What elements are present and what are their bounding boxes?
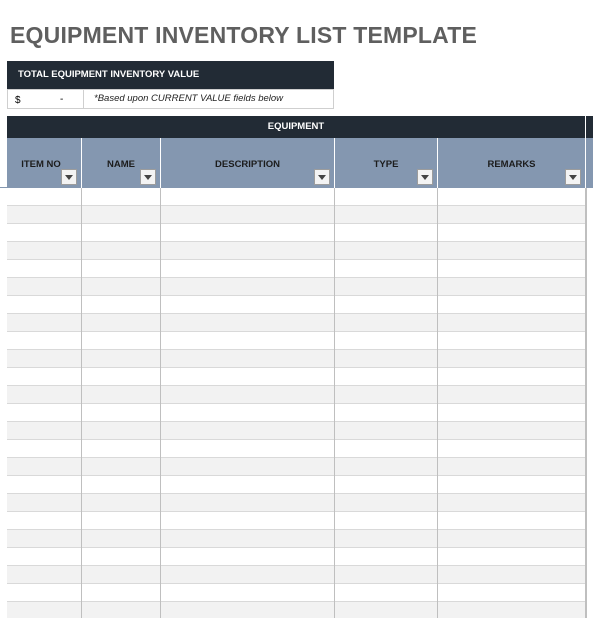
column-header-edge — [586, 138, 593, 188]
cell-remarks[interactable] — [438, 530, 586, 548]
cell-item-no[interactable] — [7, 242, 82, 260]
cell-remarks[interactable] — [438, 206, 586, 224]
cell-name[interactable] — [82, 332, 161, 350]
cell-remarks[interactable] — [438, 296, 586, 314]
cell-name[interactable] — [82, 494, 161, 512]
cell-type[interactable] — [335, 332, 438, 350]
table-row — [7, 242, 586, 260]
cell-remarks[interactable] — [438, 494, 586, 512]
cell-description[interactable] — [161, 404, 335, 422]
cell-item-no[interactable] — [7, 602, 82, 618]
table-row — [7, 224, 586, 242]
gridline — [0, 187, 7, 188]
cell-item-no[interactable] — [7, 512, 82, 530]
cell-item-no[interactable] — [7, 260, 82, 278]
cell-remarks[interactable] — [438, 188, 586, 206]
cell-remarks[interactable] — [438, 404, 586, 422]
summary-note: *Based upon CURRENT VALUE fields below — [94, 93, 284, 104]
table-row — [7, 530, 586, 548]
total-value: - — [60, 94, 64, 105]
cell-type[interactable] — [335, 296, 438, 314]
cell-description[interactable] — [161, 566, 335, 584]
cell-item-no[interactable] — [7, 386, 82, 404]
table-row — [7, 386, 586, 404]
cell-type[interactable] — [335, 584, 438, 602]
cell-description[interactable] — [161, 242, 335, 260]
column-header-remarks[interactable] — [438, 138, 586, 188]
cell-item-no[interactable] — [7, 296, 82, 314]
cell-name[interactable] — [82, 188, 161, 206]
cell-name[interactable] — [82, 530, 161, 548]
table-row — [7, 422, 586, 440]
cell-item-no[interactable] — [7, 224, 82, 242]
column-header-label: NAME — [107, 159, 135, 170]
cell-name[interactable] — [82, 278, 161, 296]
filter-button-name[interactable] — [140, 169, 156, 185]
cell-description[interactable] — [161, 188, 335, 206]
cell-remarks[interactable] — [438, 602, 586, 618]
cell-description[interactable] — [161, 494, 335, 512]
cell-item-no[interactable] — [7, 548, 82, 566]
cell-description[interactable] — [161, 224, 335, 242]
cell-remarks[interactable] — [438, 476, 586, 494]
column-header-type[interactable] — [335, 138, 438, 188]
table-row — [7, 368, 586, 386]
filter-button-remarks[interactable] — [565, 169, 581, 185]
column-header-label: REMARKS — [487, 159, 536, 170]
cell-name[interactable] — [82, 404, 161, 422]
cell-item-no[interactable] — [7, 422, 82, 440]
cell-name[interactable] — [82, 260, 161, 278]
cell-description[interactable] — [161, 584, 335, 602]
cell-name[interactable] — [82, 602, 161, 618]
cell-name[interactable] — [82, 242, 161, 260]
cell-description[interactable] — [161, 278, 335, 296]
cell-description[interactable] — [161, 314, 335, 332]
cell-description[interactable] — [161, 602, 335, 618]
table-row — [7, 584, 586, 602]
table-row — [7, 602, 586, 618]
table-row — [7, 260, 586, 278]
table-row — [7, 458, 586, 476]
cell-item-no[interactable] — [7, 314, 82, 332]
cell-remarks[interactable] — [438, 350, 586, 368]
cell-name[interactable] — [82, 476, 161, 494]
table-row — [7, 350, 586, 368]
dropdown-arrow-icon — [421, 175, 429, 180]
cell-type[interactable] — [335, 350, 438, 368]
cell-item-no[interactable] — [7, 206, 82, 224]
cell-remarks[interactable] — [438, 584, 586, 602]
cell-description[interactable] — [161, 296, 335, 314]
cell-name[interactable] — [82, 224, 161, 242]
cell-type[interactable] — [335, 188, 438, 206]
cell-description[interactable] — [161, 512, 335, 530]
table-row — [7, 206, 586, 224]
cell-type[interactable] — [335, 368, 438, 386]
cell-name[interactable] — [82, 548, 161, 566]
filter-button-description[interactable] — [314, 169, 330, 185]
dropdown-arrow-icon — [65, 175, 73, 180]
cell-item-no[interactable] — [7, 368, 82, 386]
cell-remarks[interactable] — [438, 512, 586, 530]
cell-item-no[interactable] — [7, 494, 82, 512]
cell-remarks[interactable] — [438, 278, 586, 296]
cell-name[interactable] — [82, 386, 161, 404]
cell-item-no[interactable] — [7, 332, 82, 350]
total-inventory-value-row — [7, 89, 334, 109]
cell-description[interactable] — [161, 422, 335, 440]
cell-type[interactable] — [335, 530, 438, 548]
cell-name[interactable] — [82, 368, 161, 386]
cell-name[interactable] — [82, 440, 161, 458]
filter-button-item-no[interactable] — [61, 169, 77, 185]
cell-remarks[interactable] — [438, 422, 586, 440]
cell-type[interactable] — [335, 422, 438, 440]
dropdown-arrow-icon — [144, 175, 152, 180]
cell-type[interactable] — [335, 386, 438, 404]
column-header-label: DESCRIPTION — [215, 159, 280, 170]
cell-description[interactable] — [161, 386, 335, 404]
table-row — [7, 278, 586, 296]
table-row — [7, 476, 586, 494]
cell-description[interactable] — [161, 440, 335, 458]
cell-description[interactable] — [161, 260, 335, 278]
cell-item-no[interactable] — [7, 566, 82, 584]
cell-remarks[interactable] — [438, 260, 586, 278]
cell-item-no[interactable] — [7, 584, 82, 602]
table-row — [7, 188, 586, 206]
cell-name[interactable] — [82, 296, 161, 314]
table-row — [7, 494, 586, 512]
cell-item-no[interactable] — [7, 350, 82, 368]
table-row — [7, 332, 586, 350]
filter-button-type[interactable] — [417, 169, 433, 185]
cell-type[interactable] — [335, 512, 438, 530]
cell-item-no[interactable] — [7, 530, 82, 548]
cell-name[interactable] — [82, 206, 161, 224]
cell-description[interactable] — [161, 206, 335, 224]
cell-type[interactable] — [335, 206, 438, 224]
total-inventory-value-header: TOTAL EQUIPMENT INVENTORY VALUE — [7, 61, 334, 89]
table-row — [7, 566, 586, 584]
cell-remarks[interactable] — [438, 368, 586, 386]
cell-remarks[interactable] — [438, 548, 586, 566]
cell-remarks[interactable] — [438, 566, 586, 584]
table-row — [7, 440, 586, 458]
equipment-table-body — [7, 188, 586, 618]
cell-remarks[interactable] — [438, 224, 586, 242]
cell-type[interactable] — [335, 278, 438, 296]
cell-item-no[interactable] — [7, 476, 82, 494]
cell-description[interactable] — [161, 368, 335, 386]
cell-remarks[interactable] — [438, 386, 586, 404]
table-row — [7, 548, 586, 566]
cell-type[interactable] — [335, 476, 438, 494]
cell-name[interactable] — [82, 458, 161, 476]
column-header-label: ITEM NO — [21, 159, 61, 170]
cell-description[interactable] — [161, 548, 335, 566]
cell-type[interactable] — [335, 548, 438, 566]
dropdown-arrow-icon — [318, 175, 326, 180]
column-header-label: TYPE — [373, 159, 399, 170]
cell-description[interactable] — [161, 350, 335, 368]
cell-name[interactable] — [82, 584, 161, 602]
page-title: EQUIPMENT INVENTORY LIST TEMPLATE — [10, 22, 478, 48]
cell-description[interactable] — [161, 476, 335, 494]
cell-type[interactable] — [335, 494, 438, 512]
cell-name[interactable] — [82, 314, 161, 332]
column-header-item-no[interactable] — [7, 138, 82, 188]
cell-item-no[interactable] — [7, 458, 82, 476]
cell-item-no[interactable] — [7, 404, 82, 422]
column-header-description[interactable] — [161, 138, 335, 188]
cell-name[interactable] — [82, 512, 161, 530]
table-row — [7, 404, 586, 422]
cell-item-no[interactable] — [7, 440, 82, 458]
group-header-edge — [586, 116, 593, 138]
equipment-group-header: EQUIPMENT — [7, 116, 585, 138]
cell-name[interactable] — [82, 350, 161, 368]
cell-name[interactable] — [82, 422, 161, 440]
cell-type[interactable] — [335, 224, 438, 242]
table-row — [7, 314, 586, 332]
cell-type[interactable] — [335, 602, 438, 618]
table-row — [7, 512, 586, 530]
cell-type[interactable] — [335, 404, 438, 422]
cell-item-no[interactable] — [7, 188, 82, 206]
cell-remarks[interactable] — [438, 242, 586, 260]
cell-type[interactable] — [335, 260, 438, 278]
currency-symbol: $ — [15, 95, 21, 106]
cell-remarks[interactable] — [438, 314, 586, 332]
dropdown-arrow-icon — [569, 175, 577, 180]
cell-type[interactable] — [335, 458, 438, 476]
cell-description[interactable] — [161, 332, 335, 350]
cell-remarks[interactable] — [438, 332, 586, 350]
table-row — [7, 296, 586, 314]
cell-description[interactable] — [161, 458, 335, 476]
cell-description[interactable] — [161, 530, 335, 548]
cell-type[interactable] — [335, 440, 438, 458]
total-value-cell[interactable] — [8, 90, 84, 108]
cell-type[interactable] — [335, 242, 438, 260]
cell-type[interactable] — [335, 314, 438, 332]
cell-remarks[interactable] — [438, 458, 586, 476]
cell-name[interactable] — [82, 566, 161, 584]
table-right-border — [586, 188, 587, 618]
column-header-name[interactable] — [82, 138, 161, 188]
cell-type[interactable] — [335, 566, 438, 584]
cell-item-no[interactable] — [7, 278, 82, 296]
cell-remarks[interactable] — [438, 440, 586, 458]
